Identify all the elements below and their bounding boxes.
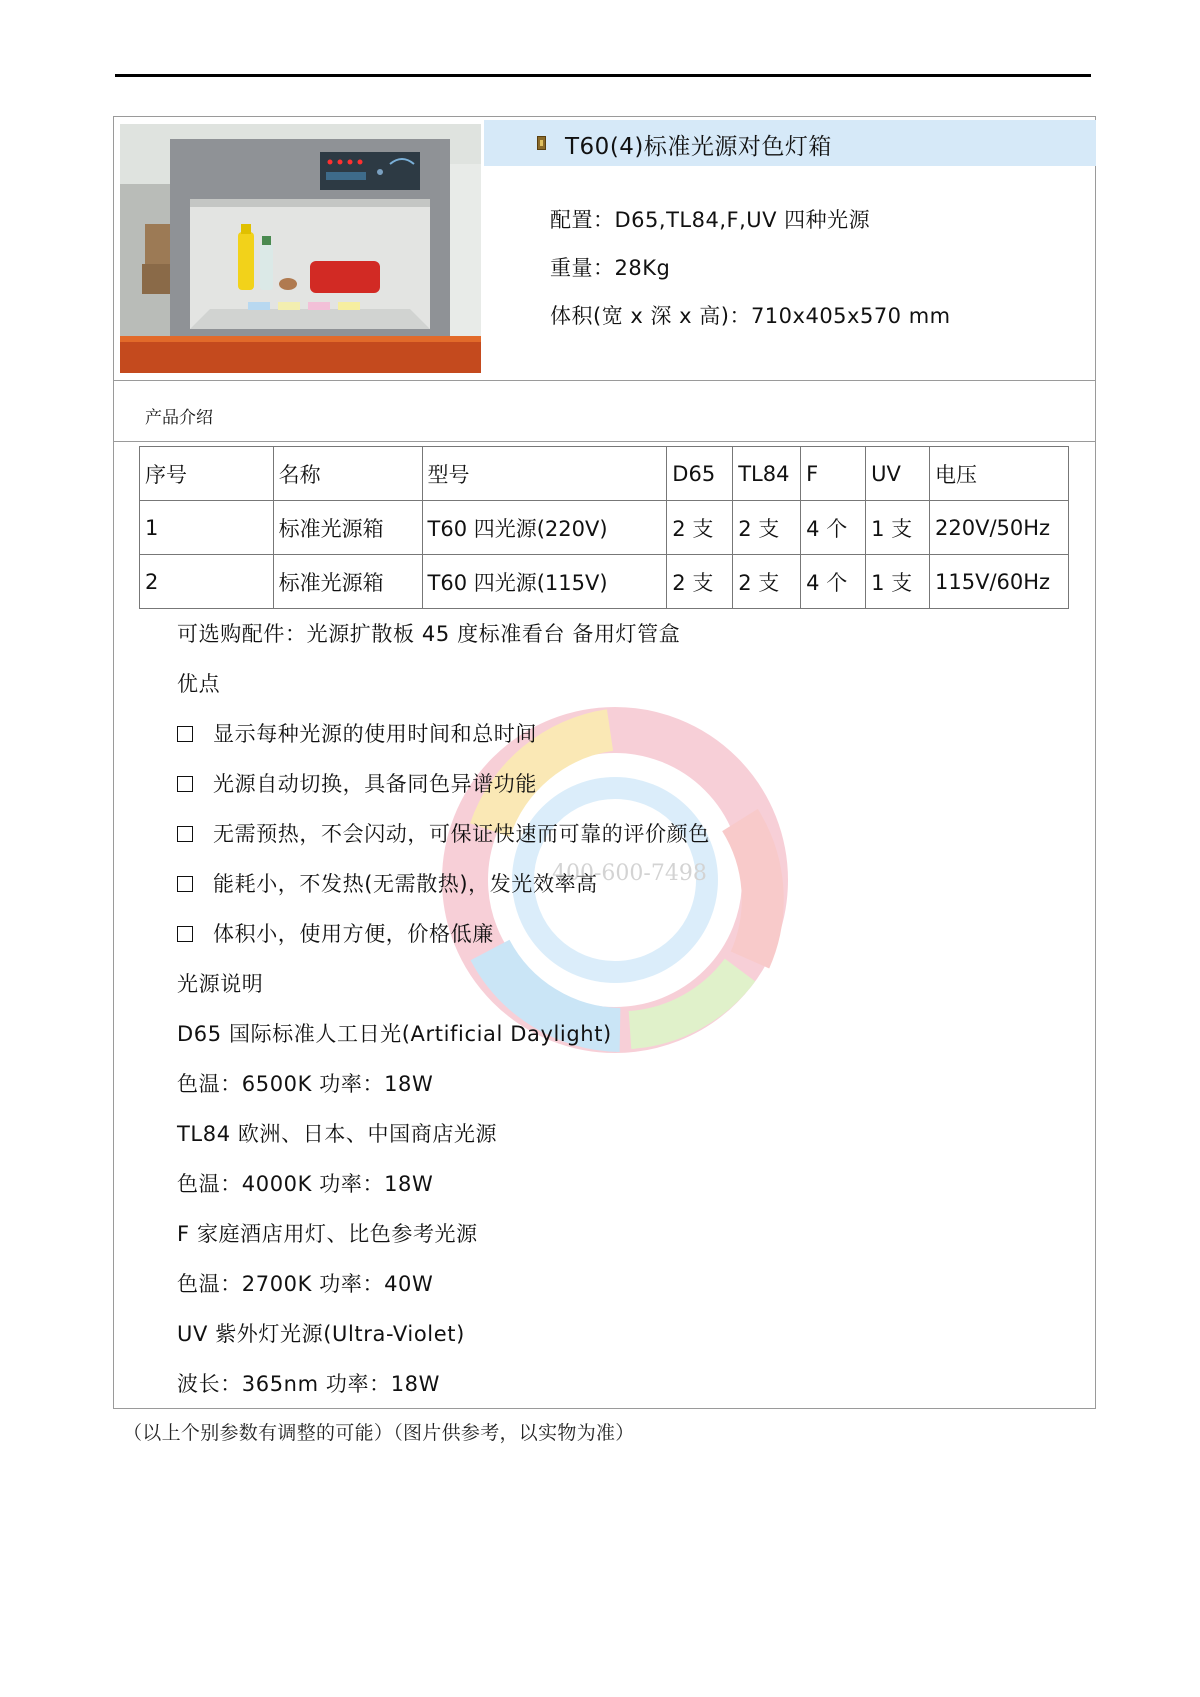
advantage-item: 光源自动切换，具备同色异谱功能 [177,768,537,798]
table-cell: 2 支 [733,501,801,555]
table-cell: 标准光源箱 [273,555,422,609]
product-title: T60(4)标准光源对色灯箱 [565,134,832,160]
table-header-row [140,447,1069,501]
advantage-item: 能耗小，不发热(无需散热)，发光效率高 [177,868,598,898]
table-header-cell: 电压 [930,447,1069,501]
table-header-cell: 型号 [422,447,667,501]
table-cell: T60 四光源(115V) [422,555,667,609]
table-cell: 2 支 [667,555,733,609]
spec-weight: 重量：28Kg [550,256,671,280]
checkbox-icon [177,776,193,792]
table-header-cell: D65 [667,447,733,501]
light-line: TL84 欧洲、日本、中国商店光源 [177,1122,498,1146]
table-cell: 标准光源箱 [273,501,422,555]
spec-dimensions: 体积(宽 x 深 x 高)：710x405x570 mm [550,304,951,328]
watermark-phone: 400-600-7498 [552,861,707,886]
light-line: 色温：4000K 功率：18W [177,1172,434,1196]
table-header-cell: 序号 [140,447,274,501]
checkbox-icon [177,926,193,942]
table-row [140,555,1069,609]
table-cell: 2 支 [733,555,801,609]
divider [113,380,1096,381]
footnote: （以上个别参数有调整的可能）（图片供参考，以实物为准） [123,1422,635,1444]
light-line: 色温：6500K 功率：18W [177,1072,434,1096]
table-cell: T60 四光源(220V) [422,501,667,555]
table-row [140,501,1069,555]
light-line: F 家庭酒店用灯、比色参考光源 [177,1222,478,1246]
table-cell: 2 支 [667,501,733,555]
table-cell: 115V/60Hz [930,555,1069,609]
table-header-cell: UV [866,447,930,501]
advantage-item: 无需预热，不会闪动，可保证快速而可靠的评价颜色 [177,818,710,848]
light-line: 色温：2700K 功率：40W [177,1272,434,1296]
table-cell: 4 个 [801,501,866,555]
light-line: D65 国际标准人工日光(Artificial Daylight) [177,1022,612,1046]
light-heading: 光源说明 [177,972,264,996]
table-header-cell: F [801,447,866,501]
table-cell: 1 支 [866,555,930,609]
checkbox-icon [177,826,193,842]
section-label: 产品介绍 [145,408,213,428]
bullet-icon [537,136,546,150]
checkbox-icon [177,876,193,892]
table-header-cell: 名称 [273,447,422,501]
checkbox-icon [177,726,193,742]
advantage-item: 体积小，使用方便，价格低廉 [177,918,494,948]
accessories-line: 可选购配件：光源扩散板 45 度标准看台 备用灯管盒 [177,622,681,646]
table-cell: 1 [140,501,274,555]
divider [113,441,1096,442]
light-line: 波长：365nm 功率：18W [177,1372,441,1396]
spec-table [139,446,1069,609]
table-header-cell: TL84 [733,447,801,501]
product-photo [120,124,481,373]
table-cell: 220V/50Hz [930,501,1069,555]
spec-config: 配置：D65,TL84,F,UV 四种光源 [550,208,871,232]
table-cell: 1 支 [866,501,930,555]
advantage-item: 显示每种光源的使用时间和总时间 [177,718,537,748]
advantages-heading: 优点 [177,672,221,696]
table-cell: 4 个 [801,555,866,609]
table-cell: 2 [140,555,274,609]
light-line: UV 紫外灯光源(Ultra-Violet) [177,1322,465,1346]
header-rule [115,74,1091,77]
